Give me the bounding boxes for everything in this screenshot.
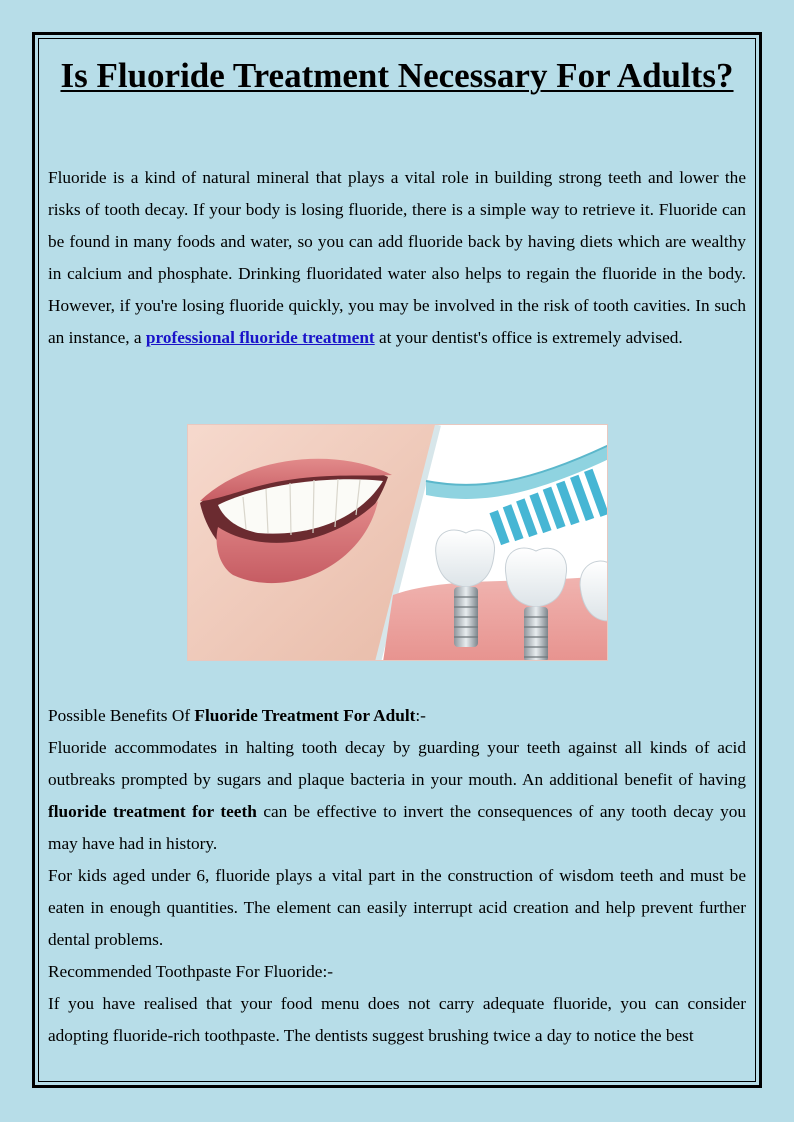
professional-fluoride-treatment-link[interactable]: professional fluoride treatment: [145, 328, 375, 347]
benefits-heading: [48, 700, 746, 732]
teeth-smile-image: [187, 424, 608, 661]
toothpaste-paragraph: If you have realised that your food menu does not carry adequate fluoride, you can consider adopting fluoride-rich toothpaste. The dentists suggest brushing twice a day to notice the best: [48, 994, 746, 1045]
benefits-heading-bold: Fluoride Treatment For Adult: [194, 706, 416, 725]
kids-paragraph: For kids aged under 6, fluoride plays a vital part in the construction of wisdom teeth and must be eaten in enough quantities. The element can easily interrupt acid creation and help prevent further dental problems.: [48, 866, 746, 949]
benefits-section: [48, 700, 746, 1052]
page-title: Is Fluoride Treatment Necessary For Adults?: [60, 56, 734, 95]
intro-text-start: Fluoride is a kind of natural mineral that plays a vital role in building strong teeth and lower the risks of tooth decay. If your body is losing fluoride, there is a simple way to retrieve it. Fluoride can be found in many foods and water, so you can add fluoride back by having diets which are wealthy in calcium and phosphate. Drinking fluoridated water also helps to regain the fluoride in the body. However, if you're losing fluoride quickly, you may be involved in the risk of tooth cavities. In such an instance, a: [48, 168, 746, 347]
benefits-heading-prefix: Possible Benefits Of: [48, 706, 195, 725]
benefits-text-end: can be effective to invert the consequences of any tooth decay you may have had in history.: [48, 802, 746, 853]
toothpaste-heading: Recommended Toothpaste For Fluoride:-: [48, 962, 334, 981]
benefits-heading-suffix: :-: [415, 706, 426, 725]
benefits-bold-phrase: fluoride treatment for teeth: [48, 802, 257, 821]
intro-text-end: at your dentist's office is extremely advised.: [374, 328, 683, 347]
benefits-paragraph: [48, 732, 746, 860]
benefits-text-start: Fluoride accommodates in halting tooth decay by guarding your teeth against all kinds of acid outbreaks prompted by sugars and plaque bacteria in your mouth. An additional benefit of having: [48, 738, 746, 789]
intro-paragraph: [48, 162, 746, 354]
